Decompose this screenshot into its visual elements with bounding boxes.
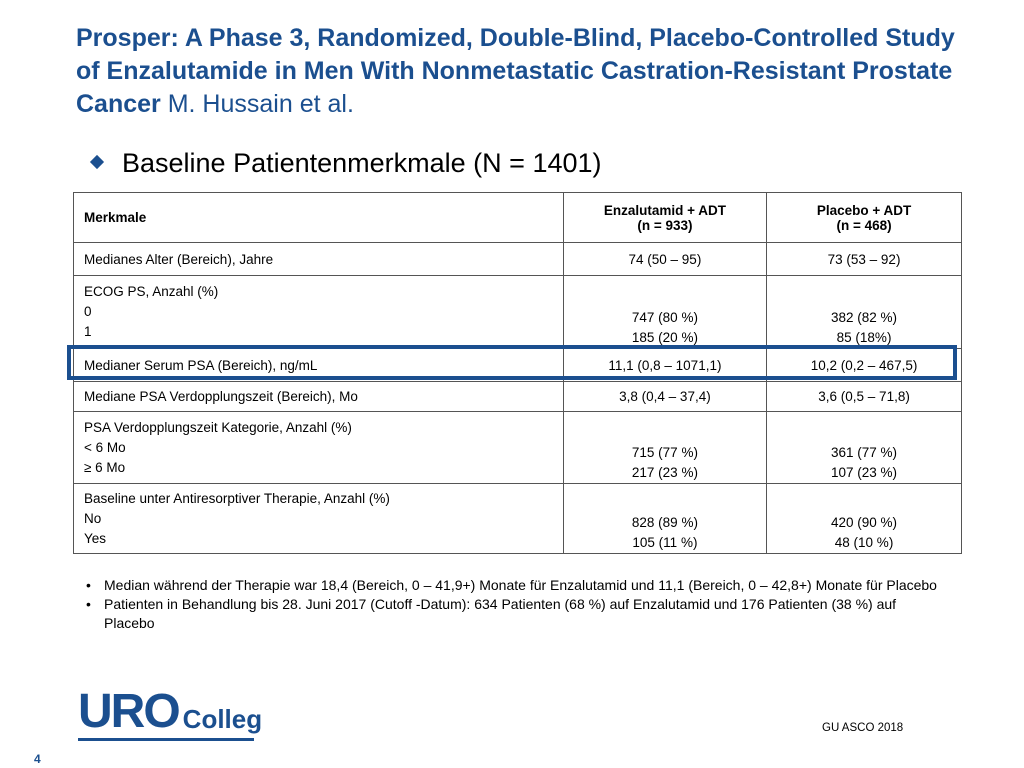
ecog-enza-1: 185 (20 %) bbox=[631, 330, 698, 345]
logo-uro-text: URO bbox=[78, 685, 179, 738]
title-author: M. Hussain et al. bbox=[167, 90, 354, 118]
cell-placebo-age: 73 (53 – 92) bbox=[767, 243, 962, 276]
header-placebo bbox=[767, 193, 962, 243]
psadt-cat-sub-lt6: < 6 Mo bbox=[84, 439, 126, 455]
header-enzalutamide-label: Enzalutamid + ADT bbox=[603, 202, 726, 218]
table-header-row bbox=[74, 193, 962, 243]
footnotes-list bbox=[86, 576, 946, 633]
cell-enza-age: 74 (50 – 95) bbox=[563, 243, 766, 276]
cell-enza-psa: 11,1 (0,8 – 1071,1) bbox=[563, 349, 766, 382]
row-label-antiresorptive bbox=[74, 484, 564, 554]
psadt-cat-sub-ge6: ≥ 6 Mo bbox=[84, 459, 126, 475]
ecog-sub-1: 1 bbox=[84, 324, 92, 339]
psadt-cat-placebo-ge6: 107 (23 %) bbox=[831, 465, 898, 480]
cell-enza-antiresorptive bbox=[563, 484, 766, 554]
antiresorptive-enza-no: 828 (89 %) bbox=[631, 515, 698, 530]
cell-placebo-antiresorptive bbox=[767, 484, 962, 554]
cell-placebo-ecog bbox=[767, 276, 962, 349]
logo-underline bbox=[78, 738, 254, 741]
header-enzalutamide-n: (n = 933) bbox=[637, 217, 693, 233]
row-label-psadt: Mediane PSA Verdopplungszeit (Bereich), Mo bbox=[74, 382, 564, 412]
table-row bbox=[74, 243, 962, 276]
cell-placebo-psadt: 3,6 (0,5 – 71,8) bbox=[767, 382, 962, 412]
subtitle: Baseline Patientenmerkmale (N = 1401) bbox=[122, 148, 602, 178]
row-label-psa: Medianer Serum PSA (Bereich), ng/mL bbox=[74, 349, 564, 382]
psadt-cat-enza-ge6: 217 (23 %) bbox=[631, 465, 698, 480]
cell-placebo-psa: 10,2 (0,2 – 467,5) bbox=[767, 349, 962, 382]
page-number: 4 bbox=[34, 752, 41, 766]
ecog-sub-0: 0 bbox=[84, 304, 92, 319]
ecog-label: ECOG PS, Anzahl (%) bbox=[84, 284, 219, 299]
header-characteristics: Merkmale bbox=[74, 193, 564, 243]
title-main: Prosper: A Phase 3, Randomized, Double-Blind, Placebo-Controlled Study of Enzalutamide in Men With Nonmetastatic Castration-Resistant Prostate Cancer bbox=[76, 24, 955, 118]
psadt-cat-placebo-lt6: 361 (77 %) bbox=[831, 445, 898, 460]
footer-source: GU ASCO 2018 bbox=[822, 722, 904, 734]
ecog-enza-0: 747 (80 %) bbox=[631, 310, 698, 325]
antiresorptive-enza-yes: 105 (11 %) bbox=[632, 535, 698, 550]
cell-enza-psadt-category bbox=[563, 412, 766, 484]
antiresorptive-label: Baseline unter Antiresorptiver Therapie, Anzahl (%) bbox=[84, 490, 390, 506]
footnote-item: • Median während der Therapie war 18,4 (Bereich, 0 – 41,9+) Monate für Enzalutamid und 11,1 (Bereich, 0 – 42,8+) Monate für Placebo bbox=[86, 576, 946, 595]
psadt-cat-label: PSA Verdopplungszeit Kategorie, Anzahl (%) bbox=[84, 419, 352, 435]
antiresorptive-placebo-yes: 48 (10 %) bbox=[834, 535, 894, 550]
antiresorptive-sub-yes: Yes bbox=[84, 530, 107, 546]
antiresorptive-placebo-no: 420 (90 %) bbox=[831, 515, 898, 530]
table-row bbox=[74, 382, 962, 412]
cell-enza-ecog bbox=[563, 276, 766, 349]
psadt-cat-enza-lt6: 715 (77 %) bbox=[631, 445, 698, 460]
table-row bbox=[74, 412, 962, 484]
row-label-ecog bbox=[74, 276, 564, 349]
subtitle-row bbox=[92, 148, 602, 179]
slide-title bbox=[76, 22, 976, 121]
footnote-item: • Patienten in Behandlung bis 28. Juni 2017 (Cutoff -Datum): 634 Patienten (68 %) auf Enzalutamid und 176 Patienten (38 %) auf Placebo bbox=[86, 595, 946, 633]
antiresorptive-sub-no: No bbox=[84, 510, 102, 526]
header-enzalutamide bbox=[563, 193, 766, 243]
urocolleg-logo bbox=[78, 685, 263, 738]
diamond-bullet-icon bbox=[90, 154, 104, 168]
cell-enza-psadt: 3,8 (0,4 – 37,4) bbox=[563, 382, 766, 412]
table-row bbox=[74, 484, 962, 554]
header-placebo-label: Placebo + ADT bbox=[816, 202, 912, 218]
logo-colleg-text: Colleg bbox=[182, 704, 263, 734]
table-row bbox=[74, 276, 962, 349]
row-label-psadt-category bbox=[74, 412, 564, 484]
table-row bbox=[74, 349, 962, 382]
baseline-characteristics-table bbox=[73, 192, 962, 554]
ecog-placebo-0: 382 (82 %) bbox=[831, 310, 898, 325]
cell-placebo-psadt-category bbox=[767, 412, 962, 484]
row-label-age: Medianes Alter (Bereich), Jahre bbox=[74, 243, 564, 276]
header-placebo-n: (n = 468) bbox=[836, 217, 892, 233]
ecog-placebo-1: 85 (18%) bbox=[836, 330, 892, 345]
